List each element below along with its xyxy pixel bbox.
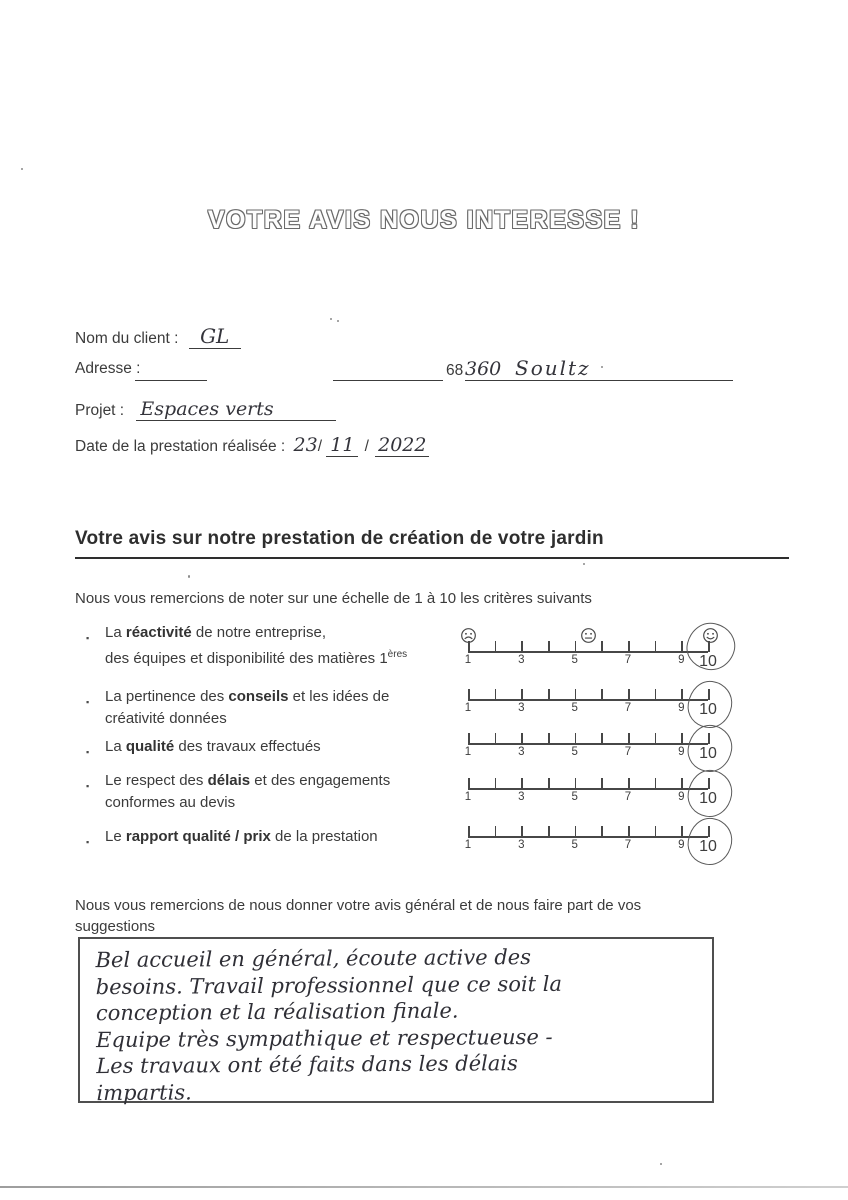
scale-tick-label: 9 [678, 839, 685, 851]
projet-label: Projet : [75, 402, 125, 419]
scale-tick-label: 10 [699, 838, 717, 855]
scale-tick [495, 733, 497, 744]
scale-tick-label: 1 [464, 654, 472, 666]
scale-tick [468, 826, 470, 837]
scale-tick [521, 689, 523, 700]
scale-tick-label: 9 [678, 702, 685, 714]
scale-tick-label: 3 [518, 746, 525, 758]
field-adresse [75, 356, 775, 386]
scale-tick [575, 826, 577, 837]
section-heading: Votre avis sur notre prestation de création de votre jardin [75, 528, 789, 559]
scale-tick [521, 733, 523, 744]
scale-tick [495, 826, 497, 837]
scan-speck [188, 575, 190, 578]
scale-tick [468, 689, 470, 700]
scale-tick-label: 7 [624, 791, 632, 803]
neutral-face-icon [580, 627, 597, 644]
scale-tick-label: 3 [518, 791, 525, 803]
scale-tick [601, 641, 603, 652]
bullet-icon: ▪ [86, 747, 90, 757]
section-intro: Nous vous remercions de noter sur une échelle de 1 à 10 les critères suivants [75, 590, 592, 607]
scale-tick-label: 5 [571, 654, 578, 666]
scale-line [468, 651, 708, 653]
scan-edge-line [0, 1186, 848, 1188]
scan-speck [601, 366, 603, 368]
scale-tick [521, 641, 523, 652]
scale-tick [495, 778, 497, 789]
scale-tick [601, 733, 603, 744]
scale-line [468, 836, 708, 838]
scale-line [468, 788, 708, 790]
nom-value: GL [200, 324, 230, 348]
scale-tick [468, 733, 470, 744]
rating-scale-5 [462, 810, 717, 856]
scan-speck [583, 563, 585, 565]
comment-line: Bel accueil en général, écoute active des [95, 945, 532, 973]
scale-tick-label: 7 [624, 839, 632, 851]
rating-circle-mark [685, 815, 736, 868]
scale-tick-label: 1 [464, 702, 472, 714]
scan-speck [337, 320, 339, 322]
scale-tick [468, 778, 470, 789]
field-projet [75, 398, 336, 421]
scan-speck [660, 1163, 662, 1165]
scale-tick [655, 641, 657, 652]
scale-tick [655, 733, 657, 744]
scale-tick [655, 778, 657, 789]
bullet-icon: ▪ [86, 697, 90, 707]
field-date [75, 434, 429, 457]
scale-tick [655, 689, 657, 700]
scale-tick [628, 826, 630, 837]
scale-tick [628, 733, 630, 744]
sad-face-icon [460, 627, 477, 644]
date-label: Date de la prestation réalisée : [75, 438, 286, 455]
criterion-3 [86, 736, 466, 758]
criterion-3-label: La qualité des travaux effectués [105, 738, 321, 755]
date-sep-2: / [364, 438, 369, 455]
scale-line [468, 699, 708, 701]
scale-tick [681, 826, 683, 837]
date-sep-1: / [317, 438, 323, 455]
criterion-4 [86, 770, 466, 814]
scale-tick-label: 7 [624, 654, 632, 666]
scan-speck [21, 168, 23, 170]
adresse-postal-hand: 360 [465, 358, 507, 381]
scale-tick-label: 9 [678, 746, 685, 758]
scale-tick [681, 778, 683, 789]
bullet-icon: ▪ [86, 781, 90, 791]
scale-tick [495, 689, 497, 700]
projet-value: Espaces verts [136, 398, 336, 421]
rating-scale-3 [462, 717, 717, 763]
criterion-1-label: La réactivité de notre entreprise, des équipes et disponibilité des matières 1ères [105, 624, 408, 667]
scale-tick [628, 778, 630, 789]
scale-tick-label: 1 [464, 839, 472, 851]
scale-tick [548, 689, 550, 700]
comment-line: besoins. Travail professionnel que ce soit la [95, 971, 563, 999]
scale-tick-label: 9 [678, 791, 685, 803]
scale-tick-label: 9 [678, 654, 685, 666]
scale-tick-label: 10 [699, 653, 717, 670]
neutral-face-icon [580, 627, 597, 644]
criterion-5 [86, 826, 466, 848]
scale-tick [575, 778, 577, 789]
page-title: VOTRE AVIS NOUS INTERESSE ! [207, 206, 641, 234]
rating-scale-1 [462, 625, 717, 671]
comment-box [78, 937, 714, 1103]
nom-underline [189, 324, 241, 349]
comment-line: conception et la réalisation finale. [95, 998, 459, 1026]
scale-line [468, 743, 708, 745]
rating-scale-2 [462, 673, 717, 719]
scale-tick-label: 1 [464, 746, 472, 758]
scale-tick [548, 733, 550, 744]
scan-speck [330, 318, 332, 320]
suggestions-prompt: Nous vous remercions de nous donner votre avis général et de nous faire part de vos suggestions [75, 897, 642, 935]
scale-tick [575, 733, 577, 744]
scale-tick-label: 5 [571, 791, 578, 803]
criterion-2 [86, 686, 466, 730]
field-nom [75, 324, 241, 349]
adresse-underline-2 [333, 360, 443, 381]
criterion-4-label: Le respect des délais et des engagements conformes au devis [105, 772, 391, 811]
scale-tick-label: 5 [571, 839, 578, 851]
scale-tick-label: 7 [624, 702, 632, 714]
bullet-icon: ▪ [86, 633, 90, 643]
scale-tick [681, 733, 683, 744]
handwritten-comment [79, 937, 712, 1106]
adresse-postal-printed: 68 [446, 362, 464, 379]
criterion-1 [86, 622, 466, 670]
date-month: 11 [326, 434, 358, 457]
scale-tick [521, 826, 523, 837]
criterion-5-label: Le rapport qualité / prix de la prestation [105, 828, 378, 845]
scale-tick [548, 826, 550, 837]
scale-tick-label: 10 [699, 701, 717, 718]
scale-tick [548, 778, 550, 789]
scale-tick-label: 10 [699, 745, 717, 762]
comment-line: Equipe très sympathique et respectueuse - [96, 1024, 553, 1052]
scale-tick [601, 826, 603, 837]
scale-tick [548, 641, 550, 652]
scale-tick [628, 689, 630, 700]
scale-tick-label: 1 [464, 791, 472, 803]
scale-tick [601, 689, 603, 700]
comment-line: impartis. [96, 1079, 192, 1105]
scale-tick [521, 778, 523, 789]
scale-tick [601, 778, 603, 789]
scale-tick [655, 826, 657, 837]
bullet-icon: ▪ [86, 837, 90, 847]
scale-tick [575, 689, 577, 700]
scale-tick-label: 7 [624, 746, 632, 758]
adresse-underline-1 [135, 360, 207, 381]
scale-tick-label: 3 [518, 654, 525, 666]
scale-tick [681, 689, 683, 700]
date-year: 2022 [375, 434, 429, 457]
adresse-label: Adresse : [75, 360, 141, 377]
scale-tick-label: 5 [571, 746, 578, 758]
rating-circle-mark [682, 618, 740, 675]
date-day: 23 [293, 434, 318, 456]
criterion-2-label: La pertinence des conseils et les idées de créativité données [105, 688, 390, 727]
scale-tick [628, 641, 630, 652]
scale-tick-label: 3 [518, 702, 525, 714]
scale-tick [495, 641, 497, 652]
adresse-city: Soultz [507, 356, 733, 381]
scale-tick-label: 10 [699, 790, 717, 807]
comment-line: Les travaux ont été faits dans les délais [96, 1051, 518, 1079]
nom-label: Nom du client : [75, 330, 179, 347]
scale-tick [575, 641, 577, 652]
sad-face-icon [460, 627, 477, 644]
scale-tick-label: 3 [518, 839, 525, 851]
scale-tick-label: 5 [571, 702, 578, 714]
scale-tick [681, 641, 683, 652]
rating-scale-4 [462, 762, 717, 808]
